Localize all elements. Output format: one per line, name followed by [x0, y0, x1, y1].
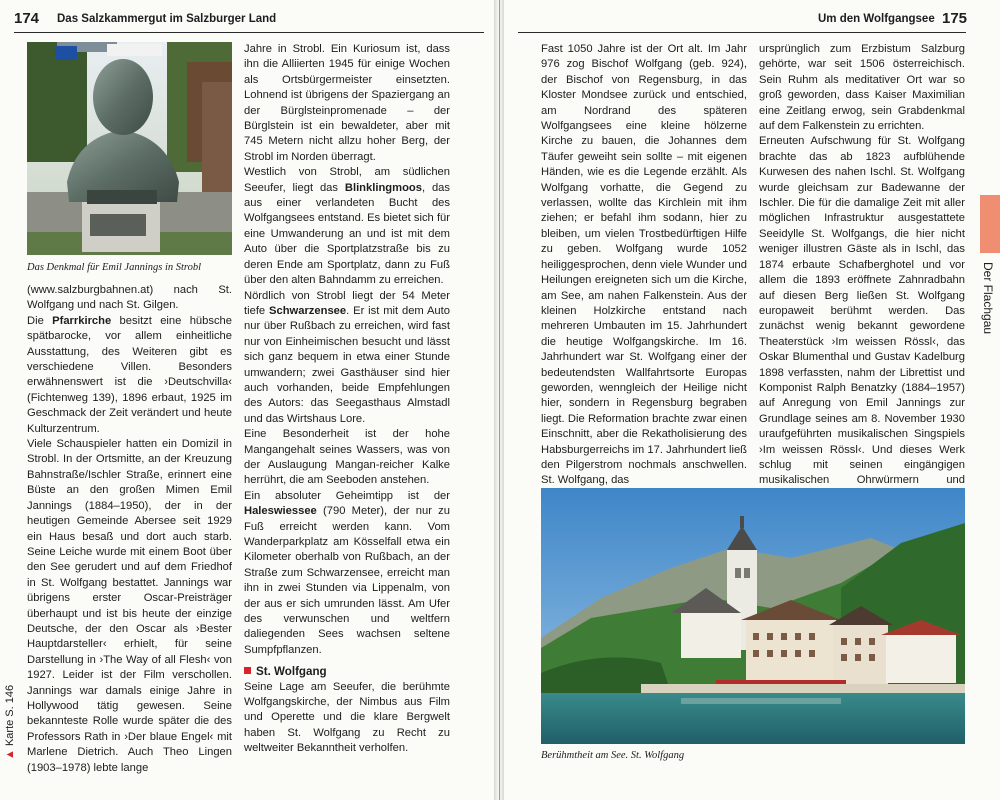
red-square-icon: [244, 667, 251, 674]
paragraph: [244, 165, 450, 288]
right-page-number: 175: [942, 10, 968, 27]
text-run: besitzt eine hübsche spätbarocke, vor allem einheitliche Ausstattung, des Weiteren gibt es verschiedene Villen. Besonders erwähnenswert ist die ›Deutschvilla‹ (Fichtenweg 139), 1896 erbaut, 1925 im Geschmack der Zeit verändert und heute Kulturzentrum.: [27, 314, 232, 435]
text-run: Westlich von Strobl, am südlichen Seeufer, liegt das: [244, 166, 450, 194]
map-reference: [4, 685, 16, 760]
left-column-2: [244, 42, 450, 757]
highlight-term: Schwarzensee: [269, 304, 347, 317]
right-header-rule: [518, 32, 966, 33]
right-running-title: Um den Wolfgangsee: [818, 13, 935, 25]
section-heading-text: St. Wolfgang: [256, 665, 327, 679]
right-column-1: [541, 42, 747, 489]
left-column-1: [27, 283, 232, 776]
highlight-term: Pfarrkirche: [52, 314, 112, 327]
text-run: Ein absoluter Geheimtipp ist der: [244, 489, 450, 502]
text-run: Nördlich von Strobl liegt der 54 Meter tiefe: [244, 289, 450, 317]
paragraph: Viele Schauspieler hatten ein Domizil in Strobl. In der Ortsmitte, an der Kreuzung Bahnstraße/Ischler Straße, erinnert eine Büste an den großen Mimen Emil Jannings (1884–1950), der in der heutigen Gemeinde Abersee seit 1929 ein Haus besaß und dort auch starb. Seine Leiche wurde mit einem Boot über den See gerudert und auf dem Friedhof in St. Wolfgang bestattet. Jannings war übrigens erster Oscar-Preisträger überhaupt und ist bis heute der einzige Deutsche, der den Oscar als ›Bester Hauptdarsteller‹ erhielt, für seine Darstellung in ›The Way of all Flesh‹ von 1927. Leider ist der Film verschollen. Jannings war damals einige Jahre in Hollywood tätig gewesen. Seine bekannteste Rolle wurde später die des Professors Rath in ›Der blaue Engel‹ mit Marlene Dietrich. Auch Theo Lingen (1903–1978) lebte lange: [27, 438, 232, 774]
paragraph: [27, 314, 232, 437]
jannings-bust-photo: [27, 42, 232, 255]
highlight-term: Haleswiessee: [244, 505, 317, 518]
paragraph: Erneuten Aufschwung für St. Wolfgang brachte das ab 1823 aufblühende Kurwesen des nahen Ischl. St. Wolfgang wurde gleichsam zur Badewanne der Ischler. Die für die damalige Zeit mit aller möglichen Infrastruktur ausgestattete Seeidylle St. Wolfgangs, die hier nicht weniger illustren Gäste als in Ischl, das 1874 erbaute Schafberghotel und vor allem die 1893 eröffnete Zahnradbahn auf diesen Berg ließen St. Wolfgang europaweit berühmt werden. Das zunächst wenig bekannt gewordene Theaterstück ›Im weissen Rössl‹, das Oskar Blumenthal und Gustav Kadelburg 1898 verfassten, nahm der Librettist und Komponist Ralph Benatzky (1884–1957) auf Anregung von Emil Jannings zur Grundlage seines am 8. November 1930 uraufgeführten musikalischen Singspiels ›Im weissen Rössl‹. Und dieses Werk schlug mit seinen eingängigen musikalischen Ohrwürmern und: [759, 135, 965, 487]
left-page-number: 174: [14, 10, 40, 27]
right-image-caption: Berühmtheit am See. St. Wolfgang: [541, 750, 685, 761]
paragraph: [244, 489, 450, 658]
highlight-term: Blinklingmoos: [344, 181, 422, 194]
chapter-tab: [980, 195, 1000, 253]
right-column-2: [759, 42, 965, 504]
paragraph: (www.salzburgbahnen.at) nach St. Wolfgang und nach St. Gilgen.: [27, 284, 232, 312]
text-run: . Er ist mit dem Auto nur über Rußbach zu erreichen, wird fast nur von Einheimischen besucht und lässt sich ganz bequem in etwa einer Stunde umwandern; zwei Gasthäuser sind hier auch vorhanden, beide Empfehlungen des Autors: das Seegasthaus Almstadl und das Wirtshaus Lore.: [244, 304, 450, 425]
text-run: Die: [27, 314, 53, 327]
section-heading: [244, 664, 450, 679]
paragraph: Jahre in Strobl. Ein Kuriosum ist, dass ihn die Alliierten 1945 für einige Wochen als Ortsbürgermeister einsetzten. Lohnend ist übrigens der Spaziergang an der Bürglsteinpromenade – der Bürglstein ist ein bewaldeter, aber mit 745 Metern nicht allzu hoher Berg, der Strobl im Norden überragt.: [244, 43, 450, 163]
st-wolfgang-photo: [541, 488, 965, 744]
text-run: , das aus einer verlandeten Bucht des Wolfgangsees entstand. Es bietet sich für eine Umwanderung an und ist mit dem Auto über die Sportplatzstraße bis zu deren Ende am Sportplatz, dann zu Fuß über den alten Bahndamm zu erreichen.: [244, 181, 450, 287]
text-run: (790 Meter), der nur zu Fuß erreicht werden kann. Vom Wanderparkplatz am Kösselfall etwa ein Kilometer oberhalb von Rußbach, an der Straße zum Schwarzensee, erreicht man ihn in zwei Stunden via Lippenalm, von der aus er sich umrunden lässt. Am Ufer des verwunschen und weltfern daliegenden Sees wachsen seltene Sumpfpflanzen.: [244, 505, 450, 656]
left-header-rule: [14, 32, 484, 33]
map-reference-text: Karte S. 146: [4, 684, 16, 747]
paragraph: [244, 289, 450, 428]
chapter-tab-label: Der Flachgau: [981, 262, 995, 335]
paragraph: ursprünglich zum Erzbistum Salzburg gehörte, war seit 1506 österreichisch. Sein Ruhm als meditativer Ort war so groß geworden, dass Kaiser Maximilian eine Zeitlang erwog, sein Grabdenkmal auf dem Falkenstein zu errichten.: [759, 43, 965, 133]
paragraph: Fast 1050 Jahre ist der Ort alt. Im Jahr 976 zog Bischof Wolfgang (geb. 924), der Bischof von Regensburg, in das Kloster Mondsee zurück und entschied, am Nordrand des späteren Wolfgangsees eine kleine hölzerne Kirche zu bauen, die Johannes dem Täufer geweiht sein sollte – mit eigenen Händen, wie es die Legende erzählt. Als Wolfgang vorhatte, die Gegend zu verlassen, wollte das Kirchlein mit ihm ziehen; er befahl ihm sodann, hier zu bleiben, um vielen Trostbedürftigen Hilfe zu geben. Wolfgang wurde 1052 heiliggesprochen, denn viele Wunder und Heilungen ereigneten sich um die Kirche, am See, am nahen Falkenstein. Aus der kleinen Holzkirche entstand nach mehreren Umbauten im 15. Jahrhundert die heutige Wolfgangskirche. Im 16. Jahrhundert war St. Wolfgang einer der bedeutendsten Wallfahrtsorte Europas geworden, wenngleich der Heilige nicht hier, sondern in Regensburg begraben liegt. Die Reformation brachte zwar einen Einschnitt, aber die Rekatholisierung des Habsburgerreichs im 17. Jahrhundert ließ den Pilgerstrom nochmals anschwellen. St. Wolfgang, das: [541, 43, 747, 487]
left-running-title: Das Salzkammergut im Salzburger Land: [57, 13, 277, 25]
paragraph: Seine Lage am Seeufer, die berühmte Wolfgangskirche, der Nimbus aus Film und Operette und die klare Bergwelt haben St. Wolfgang zu Recht zu weltweiter Bekanntheit verholfen.: [244, 680, 450, 755]
gutter-line: [499, 0, 500, 800]
left-image-caption: Das Denkmal für Emil Jannings in Strobl: [27, 262, 202, 273]
triangle-marker-icon: ▲: [4, 749, 16, 760]
paragraph: Eine Besonderheit ist der hohe Mangangehalt seines Wassers, was von der Auslaugung Mangan-reicher Kalke herrührt, die am Seeboden anstehen.: [244, 428, 450, 487]
